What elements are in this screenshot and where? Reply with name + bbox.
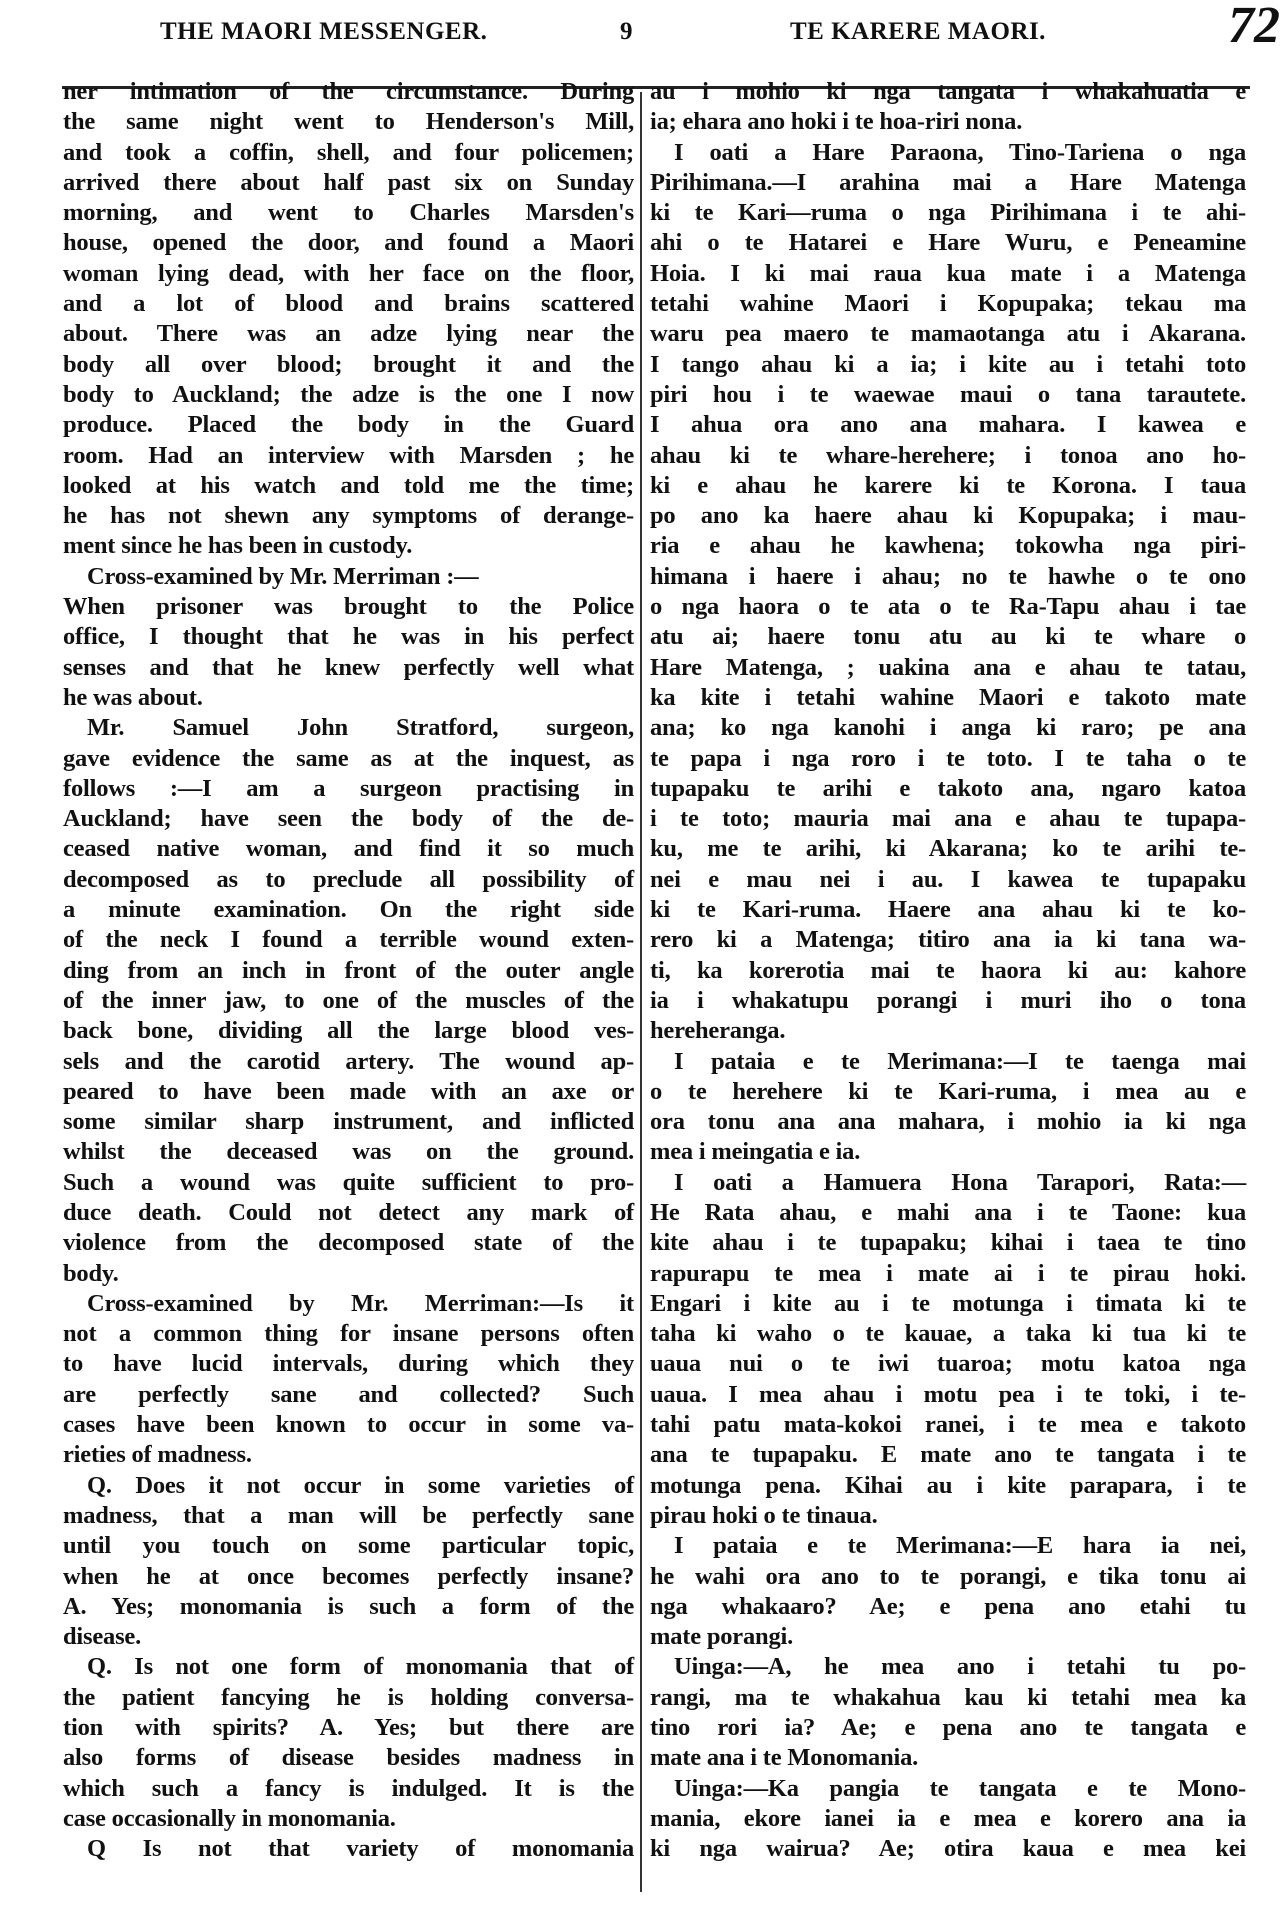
text-line: Q. Is not one form of monomania that of bbox=[87, 1653, 634, 1681]
text-line: ceased native woman, and find it so much bbox=[63, 835, 634, 863]
text-line: to have lucid intervals, during which they bbox=[63, 1350, 634, 1378]
text-line: te papa i nga roro i te toto. I te taha o te bbox=[650, 744, 1246, 772]
text-line: nga whakaaro? Ae; e pena ano etahi tu bbox=[650, 1592, 1246, 1620]
newspaper-title-english: THE MAORI MESSENGER. bbox=[160, 18, 488, 45]
text-line: ki nga wairua? Ae; otira kaua e mea kei bbox=[650, 1835, 1246, 1863]
text-line: are perfectly sane and collected? Such bbox=[63, 1380, 634, 1408]
text-line: A. Yes; monomania is such a form of the bbox=[63, 1592, 634, 1620]
text-line: ding from an inch in front of the outer angle bbox=[63, 956, 634, 984]
text-line: piri hou i te waewae maui o tana tarautete. bbox=[650, 380, 1246, 408]
text-line: Uinga:—A, he mea ano i tetahi tu po- bbox=[674, 1653, 1246, 1681]
text-line: a minute examination. On the right side bbox=[63, 896, 634, 924]
text-line: cases have been known to occur in some va- bbox=[63, 1411, 634, 1439]
text-line: disease. bbox=[63, 1623, 142, 1651]
page-number: 9 bbox=[620, 18, 633, 45]
handwritten-folio-number: 72 bbox=[1228, 0, 1280, 54]
text-line: ana; ko nga kanohi i anga ki raro; pe ana bbox=[650, 714, 1246, 742]
text-line: Hoia. I ki mai raua kua mate i a Matenga bbox=[650, 259, 1246, 287]
text-line: rero ki a Matenga; titiro ana ia ki tana wa- bbox=[650, 926, 1246, 954]
text-line: mate ana i te Monomania. bbox=[650, 1744, 919, 1772]
text-line: atu ai; haere tonu atu au ki te whare o bbox=[650, 623, 1246, 651]
text-line: about. There was an adze lying near the bbox=[63, 320, 634, 348]
text-line: whilst the deceased was on the ground. bbox=[63, 1138, 634, 1166]
text-line: waru pea maero te mamaotanga atu i Akarana. bbox=[650, 320, 1246, 348]
text-line: nei e mau nei i au. I kawea te tupapaku bbox=[650, 865, 1246, 893]
text-line: pirau hoki o te tinaua. bbox=[650, 1501, 878, 1529]
text-line: peared to have been made with an axe or bbox=[63, 1077, 634, 1105]
text-line: mate porangi. bbox=[650, 1623, 794, 1651]
text-line: au i mohio ki nga tangata i whakahuatia e bbox=[650, 78, 1246, 105]
text-line: rapurapu te mea i mate ai i te pirau hoki. bbox=[650, 1259, 1246, 1287]
text-line: I pataia e te Merimana:—I te taenga mai bbox=[674, 1047, 1246, 1075]
text-line: he wahi ora ano to te porangi, e tika tonu ai bbox=[650, 1562, 1246, 1590]
text-line: senses and that he knew perfectly well what bbox=[63, 653, 634, 681]
text-line: of the inner jaw, to one of the muscles of the bbox=[63, 986, 634, 1014]
text-line: ku, me te arihi, ki Akarana; ko te arihi te- bbox=[650, 835, 1246, 863]
text-line: arrived there about half past six on Sunday bbox=[63, 168, 634, 196]
text-line: looked at his watch and told me the time; bbox=[63, 471, 634, 499]
text-line: ner intimation of the circumstance. During bbox=[63, 78, 634, 105]
text-line: and a lot of blood and brains scattered bbox=[63, 290, 634, 318]
text-line: and took a coffin, shell, and four policemen; bbox=[63, 138, 634, 166]
text-line: I tango ahau ki a ia; i kite au i tetahi toto bbox=[650, 350, 1246, 378]
text-line: Pirihimana.—I arahina mai a Hare Matenga bbox=[650, 168, 1246, 196]
text-line: He Rata ahau, e mahi ana i te Taone: kua bbox=[650, 1198, 1246, 1226]
text-line: I ahua ora ano ana mahara. I kawea e bbox=[650, 411, 1246, 439]
text-line: he was about. bbox=[63, 683, 203, 711]
text-line: uaua nui o te iwi tuaroa; motu katoa nga bbox=[650, 1350, 1246, 1378]
text-line: back bone, dividing all the large blood ves- bbox=[63, 1017, 634, 1045]
text-line: the patient fancying he is holding conversa- bbox=[63, 1683, 634, 1711]
text-line: mania, ekore ianei ia e mea e korero ana ia bbox=[650, 1804, 1246, 1832]
text-line: po ano ka haere ahau ki Kopupaka; i mau- bbox=[650, 502, 1246, 530]
text-line: of the neck I found a terrible wound exten- bbox=[63, 926, 634, 954]
text-line: taha ki waho o te kauae, a taka ki tua ki te bbox=[650, 1320, 1246, 1348]
newspaper-title-maori: TE KARERE MAORI. bbox=[790, 18, 1046, 45]
text-line: o nga haora o te ata o te Ra-Tapu ahau i tae bbox=[650, 593, 1246, 621]
text-line: ki te Kari—ruma o nga Pirihimana i te ahi- bbox=[650, 199, 1246, 227]
text-line: ahi o te Hatarei e Hare Wuru, e Peneamine bbox=[650, 229, 1246, 257]
text-line: himana i haere i ahau; no te hawhe o te ono bbox=[650, 562, 1246, 590]
text-line: produce. Placed the body in the Guard bbox=[63, 411, 634, 439]
text-line: kite ahau i te tupapaku; kihai i taea te tino bbox=[650, 1229, 1246, 1257]
column-divider bbox=[640, 92, 642, 1892]
text-line: ka kite i tetahi wahine Maori e takoto mate bbox=[650, 683, 1246, 711]
text-line: Cross-examined by Mr. Merriman:—Is it bbox=[87, 1289, 634, 1317]
maori-column bbox=[650, 77, 1246, 1865]
text-line: ia i whakatupu porangi i muri iho o tona bbox=[650, 986, 1246, 1014]
text-line: woman lying dead, with her face on the floor, bbox=[63, 259, 634, 287]
text-line: sels and the carotid artery. The wound ap- bbox=[63, 1047, 634, 1075]
text-line: body all over blood; brought it and the bbox=[63, 350, 634, 378]
text-line: rieties of madness. bbox=[63, 1441, 252, 1469]
text-line: Q. Does it not occur in some varieties of bbox=[87, 1471, 634, 1499]
text-line: Mr. Samuel John Stratford, surgeon, bbox=[87, 714, 634, 742]
text-line: rangi, ma te whakahua kau ki tetahi mea ka bbox=[650, 1683, 1246, 1711]
text-line: body. bbox=[63, 1259, 119, 1287]
text-line: morning, and went to Charles Marsden's bbox=[63, 199, 634, 227]
text-line: body to Auckland; the adze is the one I now bbox=[63, 380, 634, 408]
text-line: follows :—I am a surgeon practising in bbox=[63, 774, 634, 802]
text-line: mea i meingatia e ia. bbox=[650, 1138, 861, 1166]
text-line: madness, that a man will be perfectly sane bbox=[63, 1501, 634, 1529]
text-line: I oati a Hare Paraona, Tino-Tariena o nga bbox=[674, 138, 1246, 166]
text-line: ria e ahau he kawhena; tokowha nga piri- bbox=[650, 532, 1246, 560]
text-line: ia; ehara ano hoki i te hoa-riri nona. bbox=[650, 108, 1023, 136]
text-line: ana te tupapaku. E mate ano te tangata i te bbox=[650, 1441, 1246, 1469]
text-line: i te toto; mauria mai ana e ahau te tupapa- bbox=[650, 805, 1246, 833]
text-line: tupapaku te arihi e takoto ana, ngaro katoa bbox=[650, 774, 1246, 802]
text-line: tetahi wahine Maori i Kopupaka; tekau ma bbox=[650, 290, 1246, 318]
text-line: some similar sharp instrument, and inflicted bbox=[63, 1108, 634, 1136]
text-line: gave evidence the same as at the inquest, as bbox=[63, 744, 634, 772]
text-line: Such a wound was quite sufficient to pro- bbox=[63, 1168, 634, 1196]
text-line: Q Is not that variety of monomania bbox=[87, 1835, 634, 1863]
text-line: tahi patu mata-kokoi ranei, i te mea e takoto bbox=[650, 1411, 1246, 1439]
english-column bbox=[63, 77, 634, 1865]
text-line: Cross-examined by Mr. Merriman :— bbox=[87, 562, 479, 590]
text-line: office, I thought that he was in his perfect bbox=[63, 623, 634, 651]
text-line: When prisoner was brought to the Police bbox=[63, 593, 634, 621]
text-line: Engari i kite au i te motunga i timata ki te bbox=[650, 1289, 1246, 1317]
text-line: ki e ahau he karere ki te Korona. I taua bbox=[650, 471, 1246, 499]
text-line: I oati a Hamuera Hona Tarapori, Rata:— bbox=[674, 1168, 1246, 1196]
text-line: uaua. I mea ahau i motu pea i te toki, i te- bbox=[650, 1380, 1246, 1408]
text-line: which such a fancy is indulged. It is the bbox=[63, 1774, 634, 1802]
text-line: he has not shewn any symptoms of derange- bbox=[63, 502, 634, 530]
text-line: duce death. Could not detect any mark of bbox=[63, 1198, 634, 1226]
text-line: decomposed as to preclude all possibility of bbox=[63, 865, 634, 893]
text-line: when he at once becomes perfectly insane? bbox=[63, 1562, 634, 1590]
text-line: ahau ki te whare-herehere; i tonoa ano ho- bbox=[650, 441, 1246, 469]
text-line: ora tonu ana ana mahara, i mohio ia ki nga bbox=[650, 1108, 1246, 1136]
text-line: tion with spirits? A. Yes; but there are bbox=[63, 1714, 634, 1742]
text-line: Hare Matenga, ; uakina ana e ahau te tatau, bbox=[650, 653, 1246, 681]
text-line: o te herehere ki te Kari-ruma, i mea au e bbox=[650, 1077, 1246, 1105]
text-line: tino rori ia? Ae; e pena ano te tangata e bbox=[650, 1714, 1246, 1742]
text-line: house, opened the door, and found a Maori bbox=[63, 229, 634, 257]
text-line: the same night went to Henderson's Mill, bbox=[63, 108, 634, 136]
text-line: Auckland; have seen the body of the de- bbox=[63, 805, 634, 833]
text-line: until you touch on some particular topic, bbox=[63, 1532, 634, 1560]
text-line: motunga pena. Kihai au i kite parapara, i te bbox=[650, 1471, 1246, 1499]
text-line: ment since he has been in custody. bbox=[63, 532, 413, 560]
text-line: ki te Kari-ruma. Haere ana ahau ki te ko- bbox=[650, 896, 1246, 924]
text-line: I pataia e te Merimana:—E hara ia nei, bbox=[674, 1532, 1246, 1560]
text-line: room. Had an interview with Marsden ; he bbox=[63, 441, 634, 469]
text-line: Uinga:—Ka pangia te tangata e te Mono- bbox=[674, 1774, 1246, 1802]
text-line: not a common thing for insane persons often bbox=[63, 1320, 634, 1348]
text-line: hereheranga. bbox=[650, 1017, 786, 1045]
text-line: also forms of disease besides madness in bbox=[63, 1744, 634, 1772]
text-line: ti, ka korerotia mai te haora ki au: kahore bbox=[650, 956, 1246, 984]
text-line: violence from the decomposed state of the bbox=[63, 1229, 634, 1257]
text-line: case occasionally in monomania. bbox=[63, 1804, 396, 1832]
